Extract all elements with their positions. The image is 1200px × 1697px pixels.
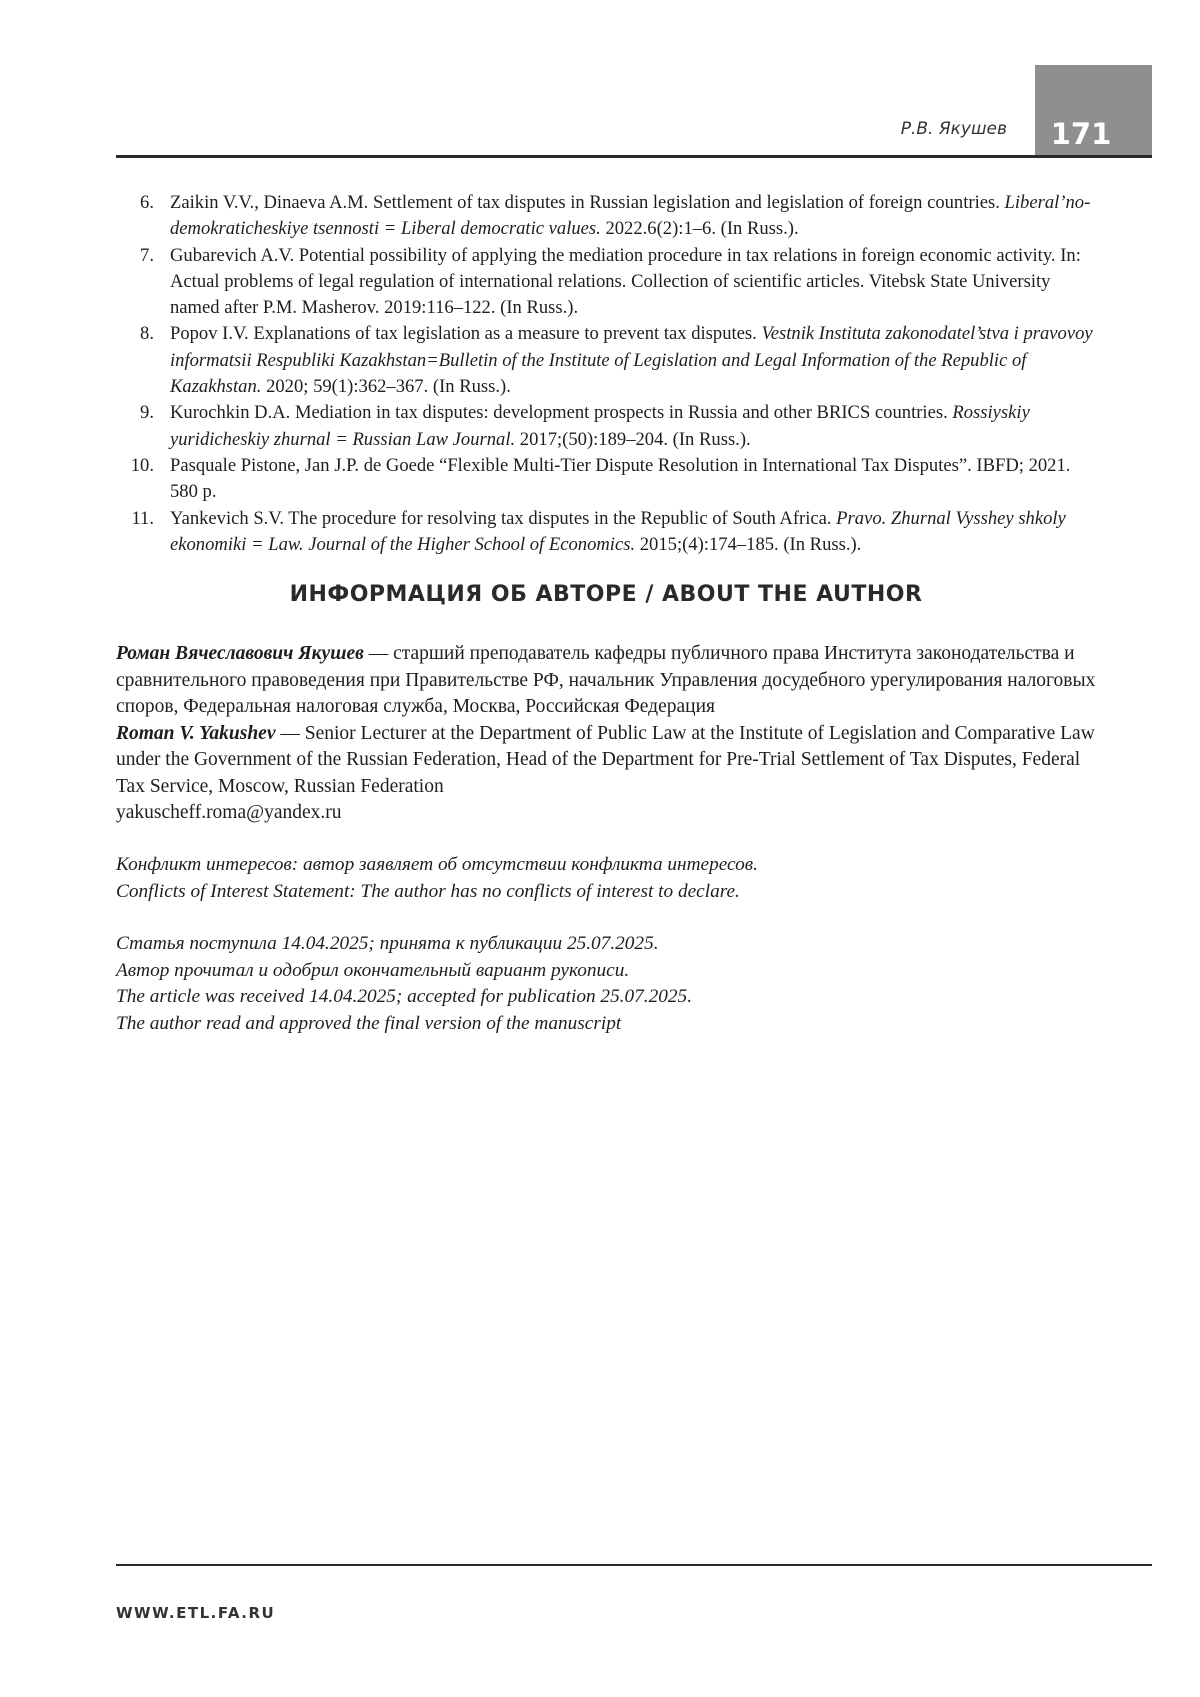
author-en-name: Roman V. Yakushev <box>116 722 276 744</box>
article-dates <box>116 931 1106 1037</box>
conflict-statement <box>116 852 1106 905</box>
reference-text: Kurochkin D.A. Mediation in tax disputes: development prospects in Russia and other BRICS countries. Rossiyskiy yuridicheskiy zhurnal = Russian Law Journal. 2017;(50):189–204. (In Russ.). <box>170 402 1030 450</box>
dates-en-received: The article was received 14.04.2025; accepted for publication 25.07.2025. <box>116 986 693 1007</box>
reference-text: Zaikin V.V., Dinaeva A.M. Settlement of tax disputes in Russian legislation and legislation of foreign countries. Liberal’no-demokraticheskiye tsennosti = Liberal democratic values. 2022.6(2):1–6. (In Russ.). <box>170 192 1091 240</box>
footer-url: WWW.ETL.FA.RU <box>116 1604 276 1622</box>
author-ru-name: Роман Вячеславович Якушев <box>116 643 364 664</box>
conflict-en: Conflicts of Interest Statement: The author has no conflicts of interest to declare. <box>116 880 740 902</box>
reference-number: 8. <box>140 323 154 345</box>
dates-en-approved: The author read and approved the final version of the manuscript <box>116 1012 622 1034</box>
section-title-about-author: ИНФОРМАЦИЯ ОБ АВТОРЕ / ABOUT THE AUTHOR <box>289 582 923 607</box>
author-email: yakuscheff.roma@yandex.ru <box>116 802 342 823</box>
reference-number: 9. <box>140 402 154 424</box>
page-number: 171 <box>1050 117 1112 151</box>
reference-item <box>116 190 1096 243</box>
author-en <box>116 721 1106 801</box>
reference-item <box>116 453 1096 506</box>
reference-number: 7. <box>140 244 154 266</box>
dates-ru-received: Статья поступила 14.04.2025; принята к публикации 25.07.2025. <box>116 933 659 954</box>
reference-text: Popov I.V. Explanations of tax legislation as a measure to prevent tax disputes. Vestnik Instituta zakonodatel’stva i pravovoy informatsii Respubliki Kazakhstan=Bulletin of the Institute of Legislation and Legal Information of the Republic of Kazakhstan. 2020; 59(1):362–367. (In Russ.). <box>170 323 1093 398</box>
author-info <box>116 641 1106 827</box>
author-ru-desc: — старший преподаватель кафедры публичного права Института законодательства и сравнительного правоведения при Правительстве РФ, начальник Управления досудебного урегулирования налоговых споров, Федеральная налоговая служба, Москва, Российская Федерация <box>116 643 1096 717</box>
reference-number: 11. <box>131 507 154 529</box>
reference-number: 10. <box>130 454 154 476</box>
conflict-ru: Конфликт интересов: автор заявляет об отсутствии конфликта интересов. <box>116 854 758 875</box>
reference-item <box>116 506 1096 559</box>
reference-item <box>116 321 1096 400</box>
running-head-author: Р.В. Якушев <box>900 119 1007 139</box>
reference-text: Yankevich S.V. The procedure for resolving tax disputes in the Republic of South Africa. Pravo. Zhurnal Vysshey shkoly ekonomiki = Law. Journal of the Higher School of Economics. 2015;(4):174–185. (In Russ.). <box>170 507 1066 555</box>
reference-list <box>116 190 1096 558</box>
footer-rule <box>116 1564 1152 1566</box>
reference-text: Gubarevich A.V. Potential possibility of applying the mediation procedure in tax relations in foreign economic activity. In: Actual problems of legal regulation of international relations. Collection of scientific articles. Vitebsk State University named after P.M. Masherov. 2019:116–122. (In Russ.). <box>170 244 1081 319</box>
reference-number: 6. <box>140 192 154 213</box>
reference-item <box>116 400 1096 453</box>
reference-text: Pasquale Pistone, Jan J.P. de Goede “Flexible Multi-Tier Dispute Resolution in International Tax Disputes”. IBFD; 2021. 580 p. <box>170 454 1071 503</box>
dates-ru-approved: Автор прочитал и одобрил окончательный вариант рукописи. <box>116 959 630 981</box>
header-rule <box>116 155 1152 158</box>
author-ru <box>116 641 1106 721</box>
author-en-desc: — Senior Lecturer at the Department of Public Law at the Institute of Legislation and Comparative Law under the Government of the Russian Federation, Head of the Department for Pre-Trial Settlement of Tax Disputes, Federal Tax Service, Moscow, Russian Federation <box>116 722 1095 797</box>
reference-item <box>116 243 1096 322</box>
